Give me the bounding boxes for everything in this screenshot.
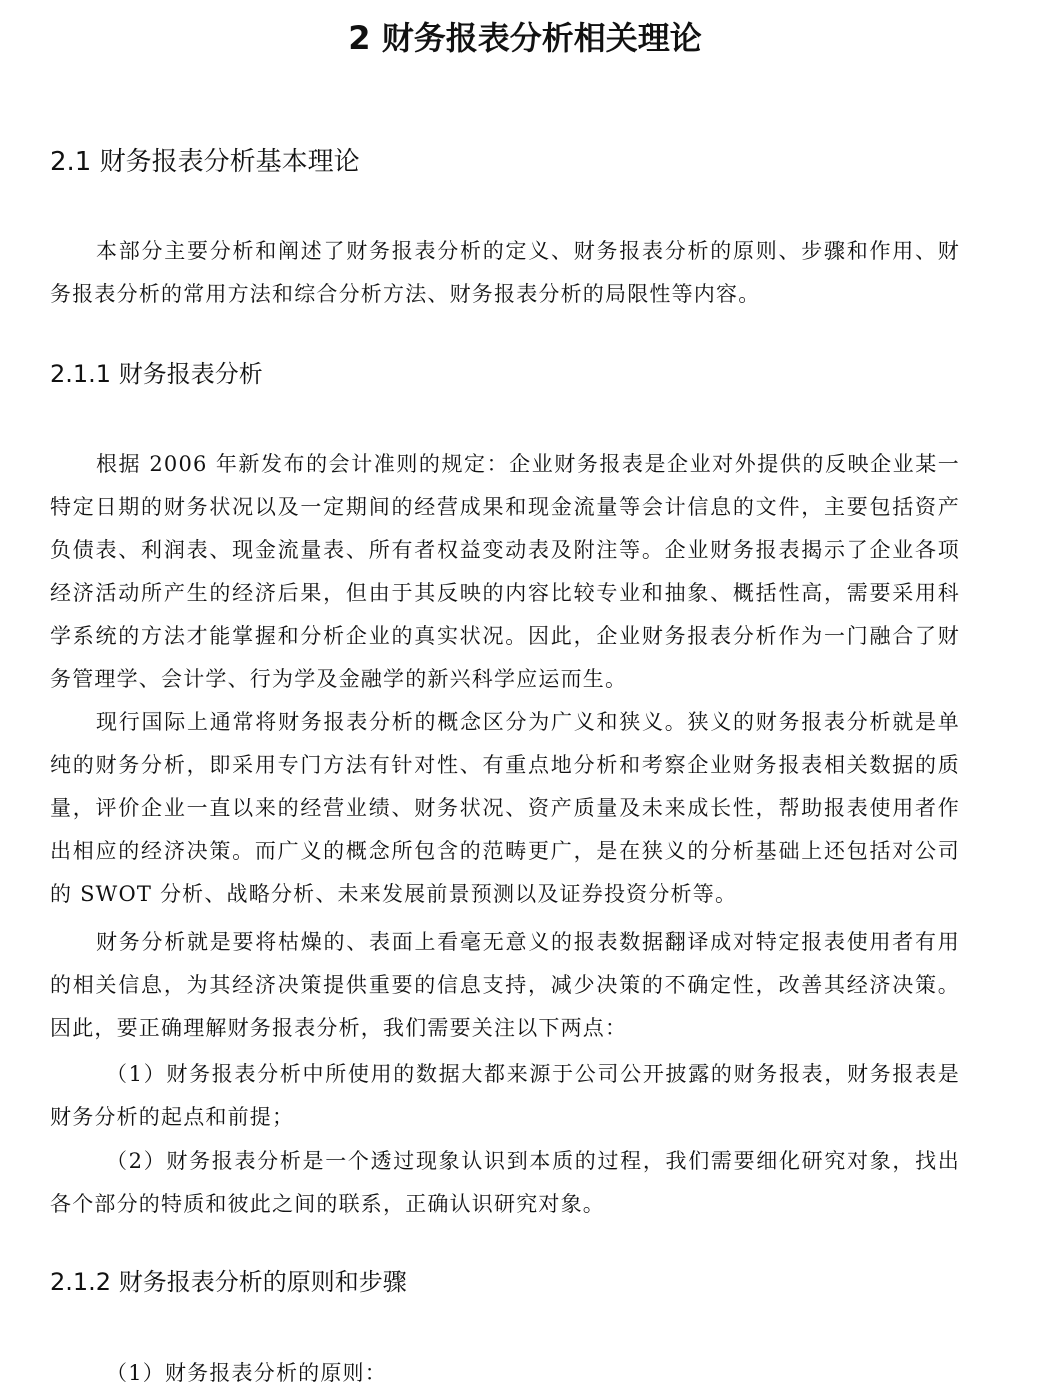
list-item-point-1: （1）财务报表分析中所使用的数据大都来源于公司公开披露的财务报表，财务报表是财务分析的起点和前提； (50, 1062, 960, 1129)
list-item-principles: （1）财务报表分析的原则： (106, 1361, 387, 1385)
section-heading-2-1-1: 2.1.1 财务报表分析 (50, 360, 263, 388)
paragraph-accounting-standards: 根据 2006 年新发布的会计准则的规定：企业财务报表是企业对外提供的反映企业某一特定日期的财务状况以及一定期间的经营成果和现金流量等会计信息的文件，主要包括资产负债表、利润表、现金流量表、所有者权益变动表及附注等。企业财务报表揭示了企业各项经济活动所产生的经济后果，但由于其反映的内容比较专业和抽象、概括性高，需要采用科学系统的方法才能掌握和分析企业的真实状况。因此，企业财务报表分析作为一门融合了财务管理学、会计学、行为学及金融学的新兴科学应运而生。 (50, 452, 960, 691)
paragraph-financial-analysis-purpose: 财务分析就是要将枯燥的、表面上看毫无意义的报表数据翻译成对特定报表使用者有用的相关信息，为其经济决策提供重要的信息支持，减少决策的不确定性，改善其经济决策。因此，要正确理解财务报表分析，我们需要关注以下两点： (50, 930, 960, 1040)
section-2-1-intro: 本部分主要分析和阐述了财务报表分析的定义、财务报表分析的原则、步骤和作用、财务报表分析的常用方法和综合分析方法、财务报表分析的局限性等内容。 (50, 239, 960, 306)
chapter-title: 2 财务报表分析相关理论 (348, 19, 702, 57)
section-heading-2-1: 2.1 财务报表分析基本理论 (50, 147, 360, 177)
list-item-point-2: （2）财务报表分析是一个透过现象认识到本质的过程，我们需要细化研究对象，找出各个部分的特质和彼此之间的联系，正确认识研究对象。 (50, 1149, 960, 1216)
section-heading-2-1-2: 2.1.2 财务报表分析的原则和步骤 (50, 1268, 407, 1296)
paragraph-broad-narrow-definition: 现行国际上通常将财务报表分析的概念区分为广义和狭义。狭义的财务报表分析就是单纯的财务分析，即采用专门方法有针对性、有重点地分析和考察企业财务报表相关数据的质量，评价企业一直以来的经营业绩、财务状况、资产质量及未来成长性，帮助报表使用者作出相应的经济决策。而广义的概念所包含的范畴更广，是在狭义的分析基础上还包括对公司的 SWOT 分析、战略分析、未来发展前景预测以及证券投资分析等。 (50, 710, 960, 906)
